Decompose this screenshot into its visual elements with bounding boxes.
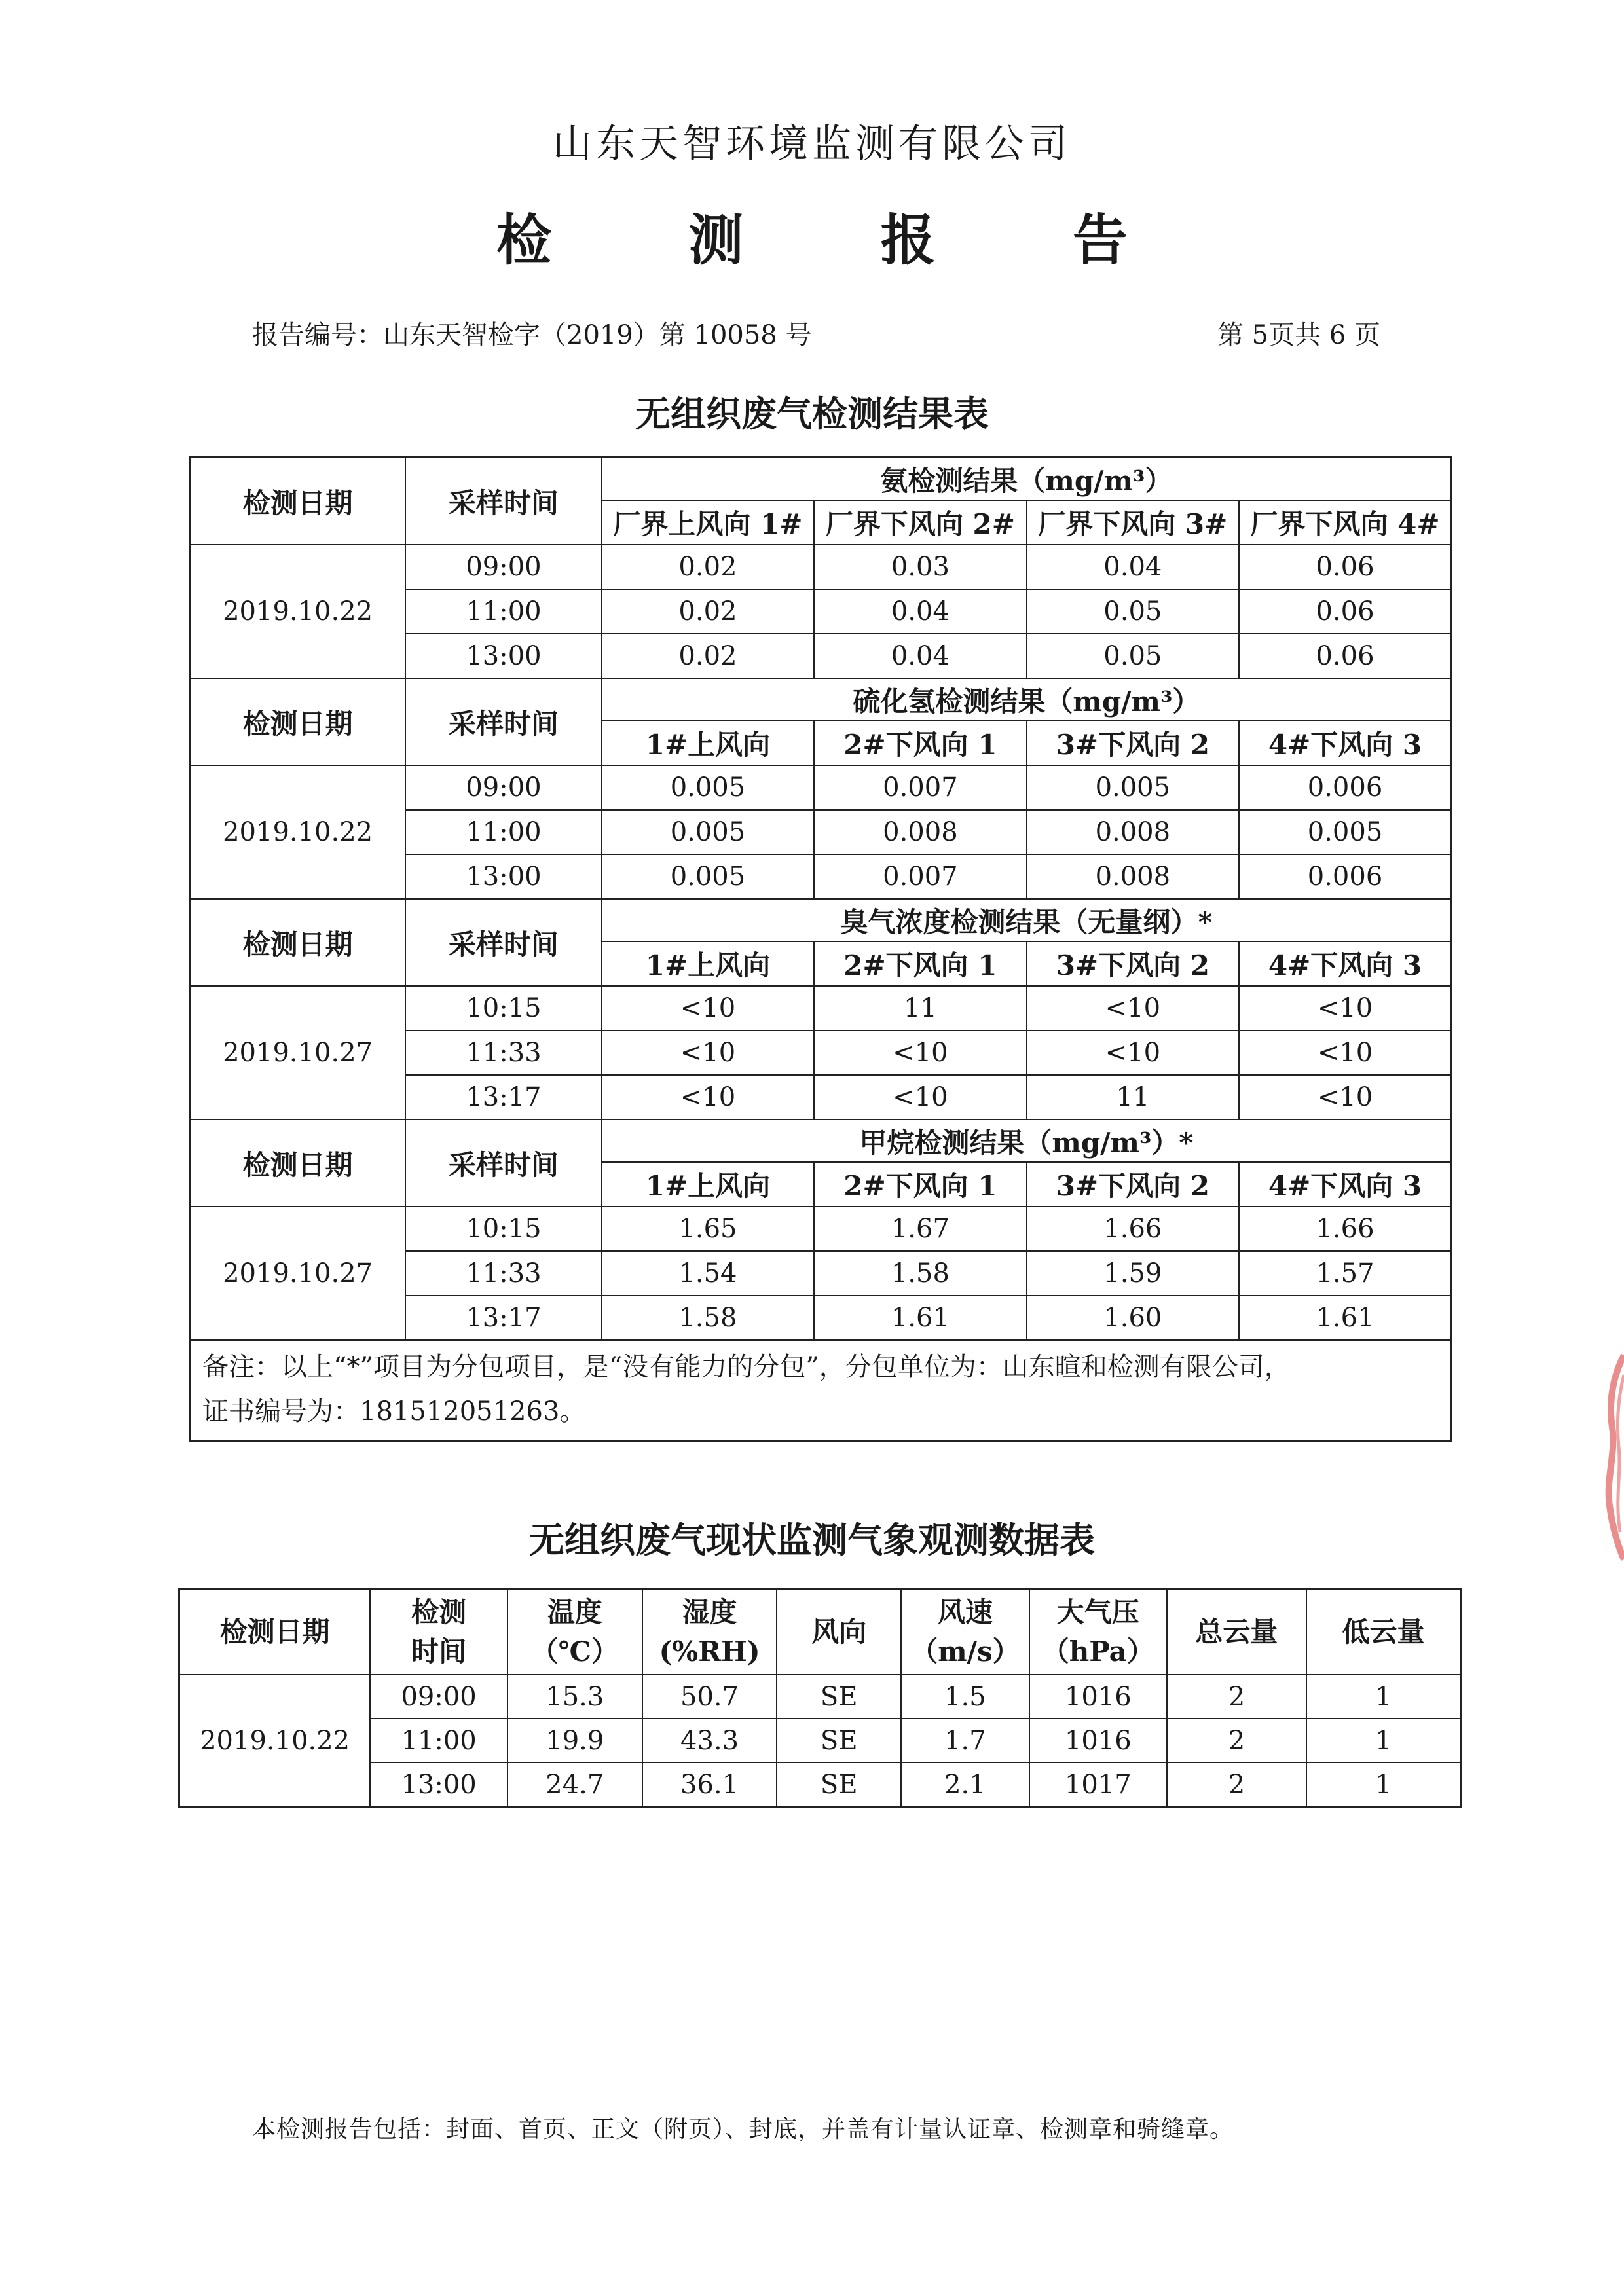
value-cell: 0.005 — [1027, 765, 1239, 810]
value-cell: 0.06 — [1239, 545, 1451, 589]
date-cell: 2019.10.22 — [190, 545, 406, 678]
value-cell: 1.66 — [1239, 1207, 1451, 1251]
temperature-cell: 24.7 — [507, 1762, 642, 1807]
header-pressure: 大气压 （hPa） — [1029, 1590, 1167, 1675]
wind-speed-cell: 1.7 — [901, 1719, 1029, 1762]
emission-results-table — [189, 456, 1452, 1442]
monitoring-point-header: 厂界下风向 2# — [814, 500, 1026, 545]
header-date: 检测日期 — [190, 899, 406, 986]
value-cell: 0.005 — [602, 765, 814, 810]
value-cell: 1.60 — [1027, 1296, 1239, 1340]
monitoring-point-header: 3#下风向 2 — [1027, 1162, 1239, 1207]
humidity-cell: 36.1 — [642, 1762, 777, 1807]
monitoring-point-header: 厂界下风向 3# — [1027, 500, 1239, 545]
value-cell: <10 — [814, 1030, 1026, 1075]
time-cell: 11:00 — [370, 1719, 507, 1762]
time-cell: 11:33 — [405, 1030, 602, 1075]
wind-direction-cell: SE — [777, 1762, 901, 1807]
value-cell: 0.02 — [602, 589, 814, 634]
value-cell: 0.006 — [1239, 765, 1451, 810]
section-heading-row — [190, 678, 1452, 721]
value-cell: 1.59 — [1027, 1251, 1239, 1296]
time-cell: 11:33 — [405, 1251, 602, 1296]
note-line-2: 证书编号为：181512051263。 — [202, 1396, 586, 1427]
date-cell: 2019.10.27 — [190, 986, 406, 1120]
time-cell: 13:00 — [405, 854, 602, 899]
monitoring-point-header: 4#下风向 3 — [1239, 1162, 1451, 1207]
note-line-1: 备注：以上“*”项目为分包项目，是“没有能力的分包”，分包单位为：山东暄和检测有限公司， — [202, 1352, 1291, 1382]
value-cell: 1.57 — [1239, 1251, 1451, 1296]
table2-title: 无组织废气现状监测气象观测数据表 — [529, 1519, 1095, 1561]
humidity-cell: 43.3 — [642, 1719, 777, 1762]
wind-direction-cell: SE — [777, 1675, 901, 1719]
value-cell: 1.61 — [814, 1296, 1026, 1340]
value-cell: <10 — [602, 1030, 814, 1075]
section-heading: 甲烷检测结果（mg/m³）* — [602, 1120, 1452, 1162]
report-footer-note: 本检测报告包括：封面、首页、正文（附页）、封底，并盖有计量认证章、检测章和骑缝章。 — [252, 2116, 1234, 2143]
monitoring-point-header: 3#下风向 2 — [1027, 941, 1239, 986]
date-cell: 2019.10.22 — [179, 1675, 371, 1807]
header-total-cloud: 总云量 — [1167, 1590, 1306, 1675]
header-time: 采样时间 — [405, 1120, 602, 1207]
section-heading: 硫化氢检测结果（mg/m³） — [602, 678, 1452, 721]
value-cell: 0.005 — [602, 854, 814, 899]
value-cell: <10 — [602, 1075, 814, 1120]
value-cell: 0.04 — [814, 634, 1026, 678]
low-cloud-cell: 1 — [1306, 1762, 1460, 1807]
time-cell: 10:15 — [405, 986, 602, 1030]
time-cell: 13:00 — [405, 634, 602, 678]
value-cell: 0.02 — [602, 545, 814, 589]
header-time: 检测 时间 — [370, 1590, 507, 1675]
value-cell: 0.04 — [814, 589, 1026, 634]
value-cell: <10 — [1239, 1030, 1451, 1075]
time-cell: 09:00 — [405, 545, 602, 589]
humidity-cell: 50.7 — [642, 1675, 777, 1719]
table-row — [190, 765, 1452, 810]
value-cell: 1.58 — [814, 1251, 1026, 1296]
table-row — [190, 986, 1452, 1030]
monitoring-point-header: 4#下风向 3 — [1239, 721, 1451, 765]
total-cloud-cell: 2 — [1167, 1719, 1306, 1762]
low-cloud-cell: 1 — [1306, 1675, 1460, 1719]
wind-direction-cell: SE — [777, 1719, 901, 1762]
date-cell: 2019.10.22 — [190, 765, 406, 899]
section-heading-row — [190, 899, 1452, 941]
date-cell: 2019.10.27 — [190, 1207, 406, 1340]
header-temperature: 温度 （℃） — [507, 1590, 642, 1675]
header-low-cloud: 低云量 — [1306, 1590, 1460, 1675]
table1-title: 无组织废气检测结果表 — [635, 393, 989, 435]
value-cell: 0.04 — [1027, 545, 1239, 589]
table-row — [179, 1719, 1461, 1762]
temperature-cell: 19.9 — [507, 1719, 642, 1762]
monitoring-point-header: 1#上风向 — [602, 1162, 814, 1207]
header-date: 检测日期 — [190, 678, 406, 765]
report-title: 检 测 报 告 — [496, 208, 1187, 272]
value-cell: <10 — [1239, 1075, 1451, 1120]
header-wind-direction: 风向 — [777, 1590, 901, 1675]
monitoring-point-header: 2#下风向 1 — [814, 721, 1026, 765]
value-cell: 0.02 — [602, 634, 814, 678]
monitoring-point-header: 4#下风向 3 — [1239, 941, 1451, 986]
temperature-cell: 15.3 — [507, 1675, 642, 1719]
value-cell: 0.008 — [814, 810, 1026, 854]
value-cell: 0.05 — [1027, 634, 1239, 678]
monitoring-point-header: 厂界上风向 1# — [602, 500, 814, 545]
monitoring-point-header: 厂界下风向 4# — [1239, 500, 1451, 545]
value-cell: <10 — [602, 986, 814, 1030]
page-number: 第 5页共 6 页 — [1217, 320, 1380, 350]
section-heading: 臭气浓度检测结果（无量纲）* — [602, 899, 1452, 941]
time-cell: 13:17 — [405, 1296, 602, 1340]
table-row — [179, 1675, 1461, 1719]
header-wind-speed: 风速 （m/s） — [901, 1590, 1029, 1675]
value-cell: 0.007 — [814, 854, 1026, 899]
header-time: 采样时间 — [405, 678, 602, 765]
wind-speed-cell: 2.1 — [901, 1762, 1029, 1807]
table-row — [179, 1762, 1461, 1807]
value-cell: 0.03 — [814, 545, 1026, 589]
time-cell: 10:15 — [405, 1207, 602, 1251]
value-cell: 0.005 — [1239, 810, 1451, 854]
header-date: 检测日期 — [179, 1590, 371, 1675]
value-cell: <10 — [1239, 986, 1451, 1030]
low-cloud-cell: 1 — [1306, 1719, 1460, 1762]
value-cell: 1.54 — [602, 1251, 814, 1296]
note-row — [190, 1340, 1452, 1442]
time-cell: 13:17 — [405, 1075, 602, 1120]
pressure-cell: 1016 — [1029, 1675, 1167, 1719]
time-cell: 11:00 — [405, 810, 602, 854]
value-cell: 11 — [1027, 1075, 1239, 1120]
table-row — [190, 1207, 1452, 1251]
value-cell: 0.008 — [1027, 810, 1239, 854]
time-cell: 13:00 — [370, 1762, 507, 1807]
monitoring-point-header: 1#上风向 — [602, 941, 814, 986]
value-cell: 0.06 — [1239, 589, 1451, 634]
value-cell: <10 — [1027, 1030, 1239, 1075]
time-cell: 09:00 — [370, 1675, 507, 1719]
monitoring-point-header: 2#下风向 1 — [814, 1162, 1026, 1207]
pressure-cell: 1017 — [1029, 1762, 1167, 1807]
section-heading-row — [190, 1120, 1452, 1162]
time-cell: 09:00 — [405, 765, 602, 810]
value-cell: 0.005 — [602, 810, 814, 854]
value-cell: 0.006 — [1239, 854, 1451, 899]
section-heading-row — [190, 458, 1452, 501]
header-date: 检测日期 — [190, 458, 406, 545]
table-row — [190, 545, 1452, 589]
total-cloud-cell: 2 — [1167, 1762, 1306, 1807]
company-name: 山东天智环境监测有限公司 — [553, 121, 1071, 167]
seal-stamp-edge — [1594, 1349, 1624, 1565]
value-cell: 1.65 — [602, 1207, 814, 1251]
report-number: 报告编号：山东天智检字（2019）第 10058 号 — [252, 320, 812, 350]
value-cell: 0.008 — [1027, 854, 1239, 899]
value-cell: 1.58 — [602, 1296, 814, 1340]
time-cell: 11:00 — [405, 589, 602, 634]
total-cloud-cell: 2 — [1167, 1675, 1306, 1719]
header-time: 采样时间 — [405, 458, 602, 545]
section-heading: 氨检测结果（mg/m³） — [602, 458, 1452, 501]
note-cell — [190, 1340, 1452, 1442]
monitoring-point-header: 1#上风向 — [602, 721, 814, 765]
monitoring-point-header: 2#下风向 1 — [814, 941, 1026, 986]
wind-speed-cell: 1.5 — [901, 1675, 1029, 1719]
monitoring-point-header: 3#下风向 2 — [1027, 721, 1239, 765]
value-cell: 11 — [814, 986, 1026, 1030]
header-date: 检测日期 — [190, 1120, 406, 1207]
value-cell: 1.67 — [814, 1207, 1026, 1251]
pressure-cell: 1016 — [1029, 1719, 1167, 1762]
value-cell: 0.06 — [1239, 634, 1451, 678]
value-cell: 0.007 — [814, 765, 1026, 810]
table2-header-row — [179, 1590, 1461, 1675]
value-cell: 1.61 — [1239, 1296, 1451, 1340]
header-time: 采样时间 — [405, 899, 602, 986]
value-cell: 0.05 — [1027, 589, 1239, 634]
value-cell: <10 — [1027, 986, 1239, 1030]
header-humidity: 湿度 (%RH) — [642, 1590, 777, 1675]
weather-data-table — [178, 1588, 1462, 1808]
value-cell: <10 — [814, 1075, 1026, 1120]
value-cell: 1.66 — [1027, 1207, 1239, 1251]
